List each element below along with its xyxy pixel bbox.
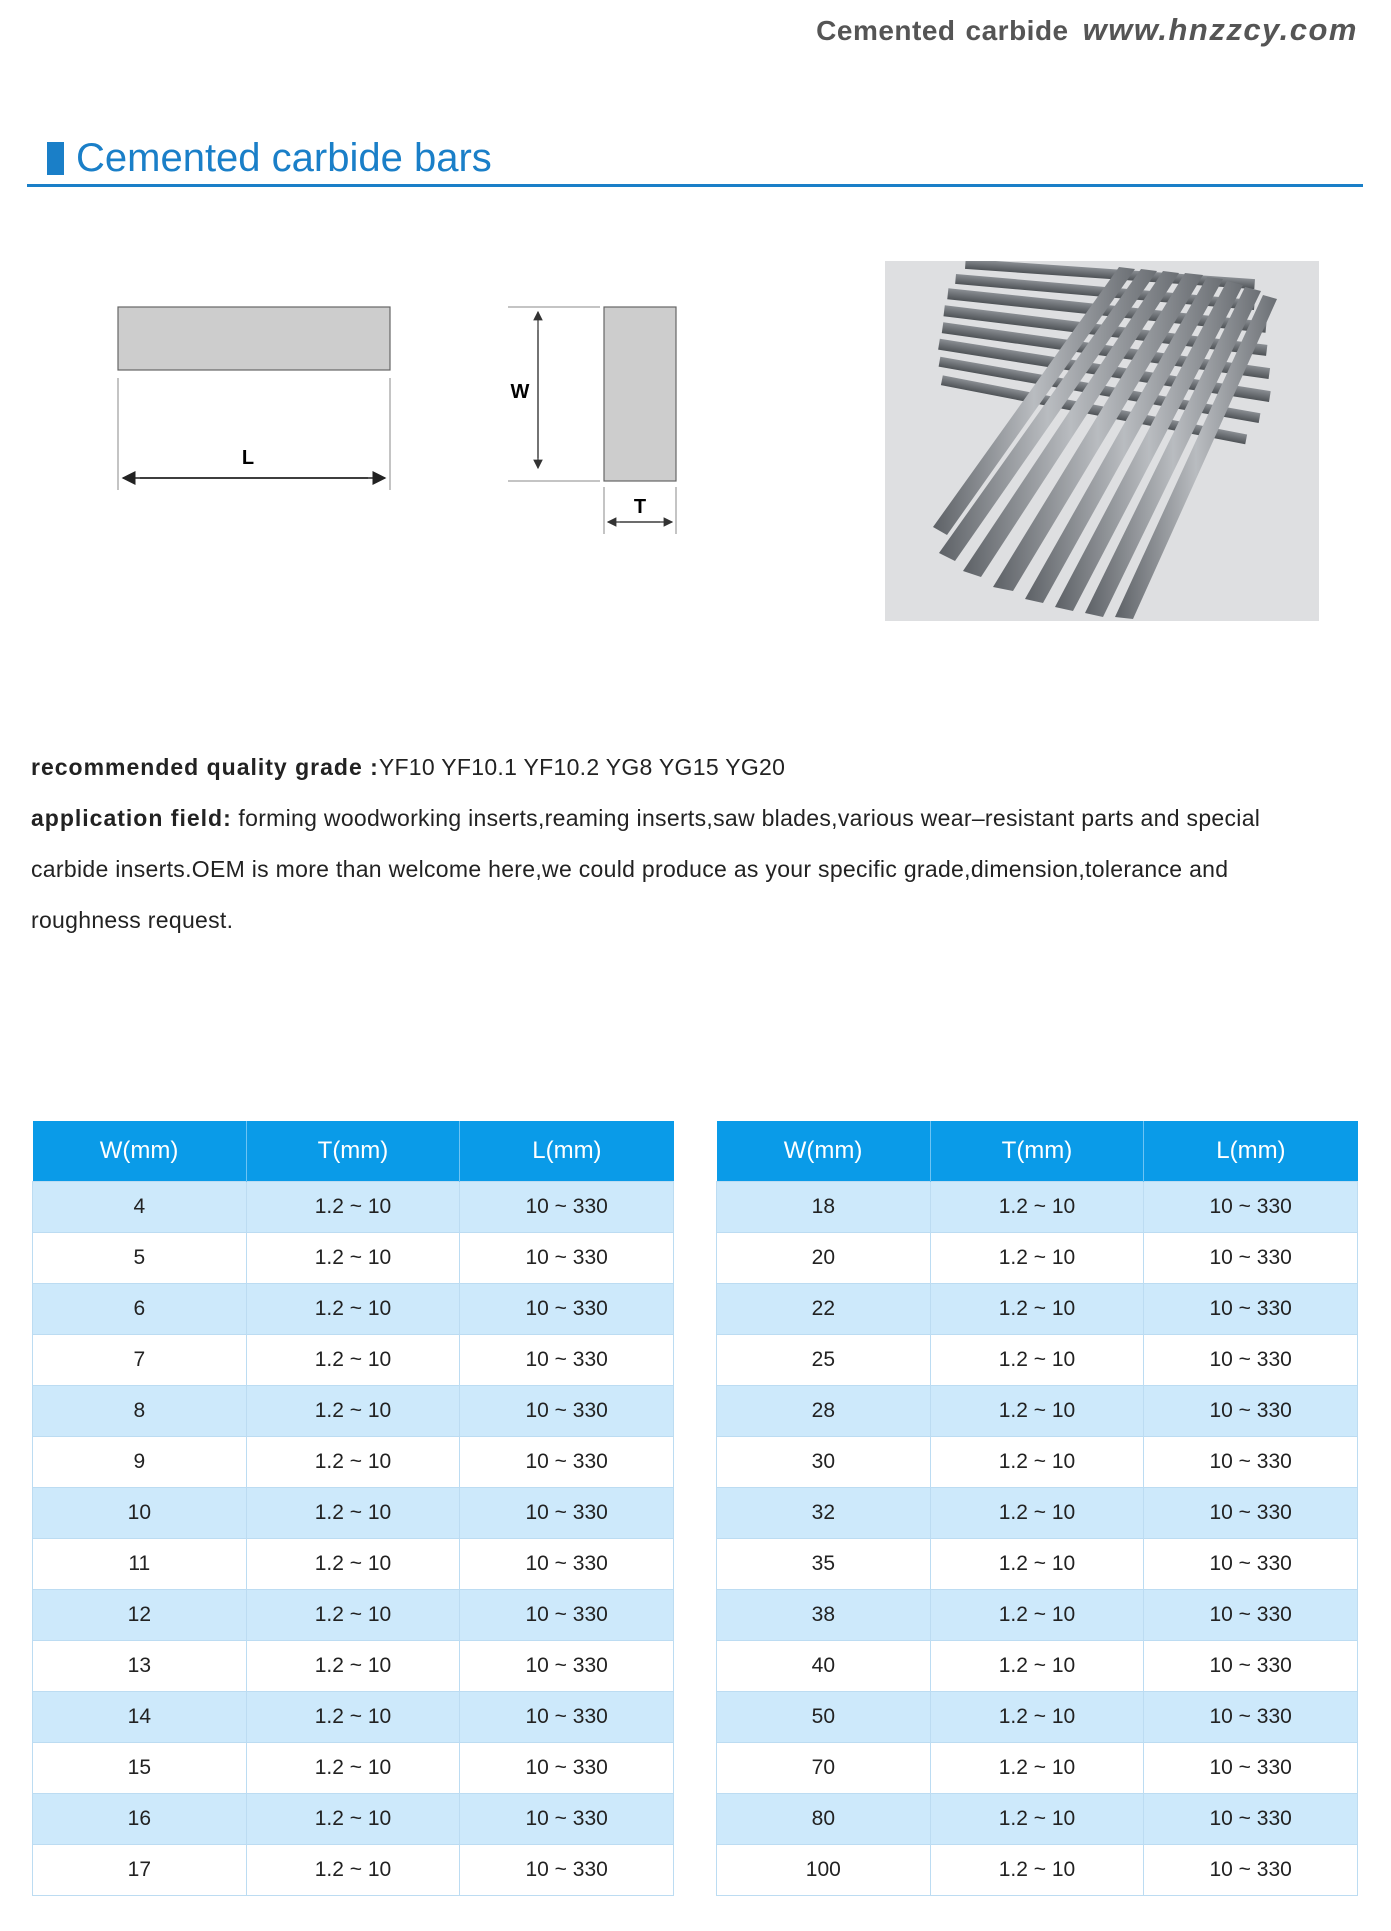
cell-l: 10 ~ 330 [460, 1794, 674, 1845]
table-row [717, 1845, 1358, 1896]
cell-t: 1.2 ~ 10 [246, 1488, 460, 1539]
table-header-row [33, 1121, 674, 1182]
table-row [717, 1641, 1358, 1692]
table-row [717, 1386, 1358, 1437]
col-header-w: W(mm) [33, 1121, 247, 1182]
cell-w: 15 [33, 1743, 247, 1794]
cell-w: 80 [717, 1794, 931, 1845]
cell-w: 50 [717, 1692, 931, 1743]
table-body [33, 1182, 674, 1896]
cell-w: 6 [33, 1284, 247, 1335]
page-header-brand [816, 12, 1358, 48]
col-header-l: L(mm) [460, 1121, 674, 1182]
cell-t: 1.2 ~ 10 [246, 1743, 460, 1794]
cell-l: 10 ~ 330 [460, 1845, 674, 1896]
website-url: www.hnzzcy.com [1082, 12, 1358, 47]
table-body [717, 1182, 1358, 1896]
table-row [717, 1590, 1358, 1641]
cell-w: 5 [33, 1233, 247, 1284]
brand-word-2: carbide [965, 15, 1069, 46]
cell-w: 35 [717, 1539, 931, 1590]
cell-t: 1.2 ~ 10 [246, 1233, 460, 1284]
bar-length-view [118, 307, 390, 370]
table-row [717, 1335, 1358, 1386]
cell-t: 1.2 ~ 10 [930, 1794, 1144, 1845]
title-accent-bar [47, 142, 64, 175]
cell-l: 10 ~ 330 [1144, 1692, 1358, 1743]
col-header-t: T(mm) [930, 1121, 1144, 1182]
cell-w: 28 [717, 1386, 931, 1437]
size-table-left [32, 1121, 674, 1896]
cell-w: 14 [33, 1692, 247, 1743]
cell-w: 9 [33, 1437, 247, 1488]
cell-l: 10 ~ 330 [460, 1386, 674, 1437]
cell-l: 10 ~ 330 [460, 1488, 674, 1539]
cell-t: 1.2 ~ 10 [246, 1845, 460, 1896]
cell-l: 10 ~ 330 [1144, 1794, 1358, 1845]
cell-t: 1.2 ~ 10 [246, 1692, 460, 1743]
label-t: T [633, 496, 647, 518]
cell-t: 1.2 ~ 10 [930, 1437, 1144, 1488]
cell-l: 10 ~ 330 [460, 1335, 674, 1386]
grade-line [31, 742, 1371, 793]
cell-l: 10 ~ 330 [1144, 1743, 1358, 1794]
cell-t: 1.2 ~ 10 [246, 1335, 460, 1386]
bar-section-view [604, 307, 676, 481]
title-divider [27, 184, 1363, 187]
cell-l: 10 ~ 330 [1144, 1845, 1358, 1896]
cell-t: 1.2 ~ 10 [246, 1794, 460, 1845]
cell-w: 8 [33, 1386, 247, 1437]
cell-l: 10 ~ 330 [1144, 1335, 1358, 1386]
table-row [717, 1539, 1358, 1590]
cell-w: 10 [33, 1488, 247, 1539]
cell-t: 1.2 ~ 10 [246, 1641, 460, 1692]
cell-t: 1.2 ~ 10 [246, 1437, 460, 1488]
table-row [33, 1590, 674, 1641]
cell-t: 1.2 ~ 10 [930, 1386, 1144, 1437]
table-row [717, 1794, 1358, 1845]
carbide-bars-photo [885, 261, 1319, 621]
cell-w: 4 [33, 1182, 247, 1233]
cell-w: 13 [33, 1641, 247, 1692]
table-row [717, 1692, 1358, 1743]
cell-l: 10 ~ 330 [1144, 1386, 1358, 1437]
cell-w: 7 [33, 1335, 247, 1386]
cell-t: 1.2 ~ 10 [930, 1182, 1144, 1233]
size-table-right [716, 1121, 1358, 1896]
cell-w: 20 [717, 1233, 931, 1284]
table-row [33, 1641, 674, 1692]
brand-text [816, 15, 1068, 47]
table-header-row [717, 1121, 1358, 1182]
cell-w: 17 [33, 1845, 247, 1896]
cell-t: 1.2 ~ 10 [246, 1590, 460, 1641]
cell-l: 10 ~ 330 [1144, 1590, 1358, 1641]
table-row [33, 1335, 674, 1386]
cell-l: 10 ~ 330 [1144, 1641, 1358, 1692]
cell-l: 10 ~ 330 [460, 1182, 674, 1233]
cell-w: 11 [33, 1539, 247, 1590]
field-line-1 [31, 793, 1371, 844]
dimension-diagram-svg [100, 290, 700, 550]
table-row [33, 1182, 674, 1233]
cell-t: 1.2 ~ 10 [930, 1539, 1144, 1590]
cell-t: 1.2 ~ 10 [246, 1284, 460, 1335]
cell-w: 100 [717, 1845, 931, 1896]
label-w: W [510, 381, 530, 403]
table-row [717, 1743, 1358, 1794]
cell-t: 1.2 ~ 10 [930, 1692, 1144, 1743]
cell-t: 1.2 ~ 10 [930, 1233, 1144, 1284]
cell-l: 10 ~ 330 [1144, 1284, 1358, 1335]
col-header-w: W(mm) [717, 1121, 931, 1182]
cell-l: 10 ~ 330 [460, 1692, 674, 1743]
cell-w: 22 [717, 1284, 931, 1335]
cell-l: 10 ~ 330 [460, 1284, 674, 1335]
cell-t: 1.2 ~ 10 [930, 1488, 1144, 1539]
cell-w: 16 [33, 1794, 247, 1845]
table-row [717, 1284, 1358, 1335]
cell-l: 10 ~ 330 [460, 1743, 674, 1794]
table-row [33, 1488, 674, 1539]
cell-t: 1.2 ~ 10 [246, 1182, 460, 1233]
table-row [33, 1284, 674, 1335]
section-title [47, 136, 492, 181]
cell-t: 1.2 ~ 10 [246, 1539, 460, 1590]
table-row [717, 1182, 1358, 1233]
cell-t: 1.2 ~ 10 [246, 1386, 460, 1437]
cell-l: 10 ~ 330 [460, 1539, 674, 1590]
table-row [33, 1437, 674, 1488]
cell-t: 1.2 ~ 10 [930, 1845, 1144, 1896]
cell-l: 10 ~ 330 [1144, 1539, 1358, 1590]
cell-t: 1.2 ~ 10 [930, 1641, 1144, 1692]
cell-l: 10 ~ 330 [460, 1641, 674, 1692]
col-header-l: L(mm) [1144, 1121, 1358, 1182]
cell-w: 38 [717, 1590, 931, 1641]
field-label: application field: [31, 805, 232, 831]
table-row [33, 1539, 674, 1590]
table-row [33, 1233, 674, 1284]
cell-l: 10 ~ 330 [460, 1233, 674, 1284]
grade-value: YF10 YF10.1 YF10.2 YG8 YG15 YG20 [378, 754, 786, 780]
table-row [717, 1437, 1358, 1488]
carbide-bars-illustration [885, 261, 1319, 621]
cell-l: 10 ~ 330 [1144, 1437, 1358, 1488]
cell-t: 1.2 ~ 10 [930, 1335, 1144, 1386]
table-row [717, 1233, 1358, 1284]
field-line-2: carbide inserts.OEM is more than welcome here,we could produce as your specific grade,dimension,tolerance and [31, 856, 1229, 882]
cell-l: 10 ~ 330 [460, 1437, 674, 1488]
field-line-3: roughness request. [31, 907, 234, 933]
cell-l: 10 ~ 330 [1144, 1488, 1358, 1539]
cell-w: 18 [717, 1182, 931, 1233]
table-row [717, 1488, 1358, 1539]
table-row [33, 1692, 674, 1743]
cell-t: 1.2 ~ 10 [930, 1284, 1144, 1335]
cell-l: 10 ~ 330 [460, 1590, 674, 1641]
cell-w: 40 [717, 1641, 931, 1692]
label-l: L [241, 447, 255, 469]
grade-label: recommended quality grade : [31, 754, 379, 780]
brand-word-1: Cemented [816, 15, 956, 46]
cell-l: 10 ~ 330 [1144, 1233, 1358, 1284]
cell-w: 25 [717, 1335, 931, 1386]
cell-t: 1.2 ~ 10 [930, 1743, 1144, 1794]
product-info [31, 742, 1371, 946]
cell-l: 10 ~ 330 [1144, 1182, 1358, 1233]
cell-w: 32 [717, 1488, 931, 1539]
cell-w: 30 [717, 1437, 931, 1488]
col-header-t: T(mm) [246, 1121, 460, 1182]
cell-t: 1.2 ~ 10 [930, 1590, 1144, 1641]
field-text-1: forming woodworking inserts,reaming inserts,saw blades,various wear–resistant parts and special [231, 805, 1261, 831]
table-row [33, 1845, 674, 1896]
section-title-text: Cemented carbide bars [76, 136, 492, 180]
table-row [33, 1794, 674, 1845]
table-row [33, 1386, 674, 1437]
dimension-diagram [100, 290, 700, 550]
cell-w: 12 [33, 1590, 247, 1641]
table-row [33, 1743, 674, 1794]
cell-w: 70 [717, 1743, 931, 1794]
